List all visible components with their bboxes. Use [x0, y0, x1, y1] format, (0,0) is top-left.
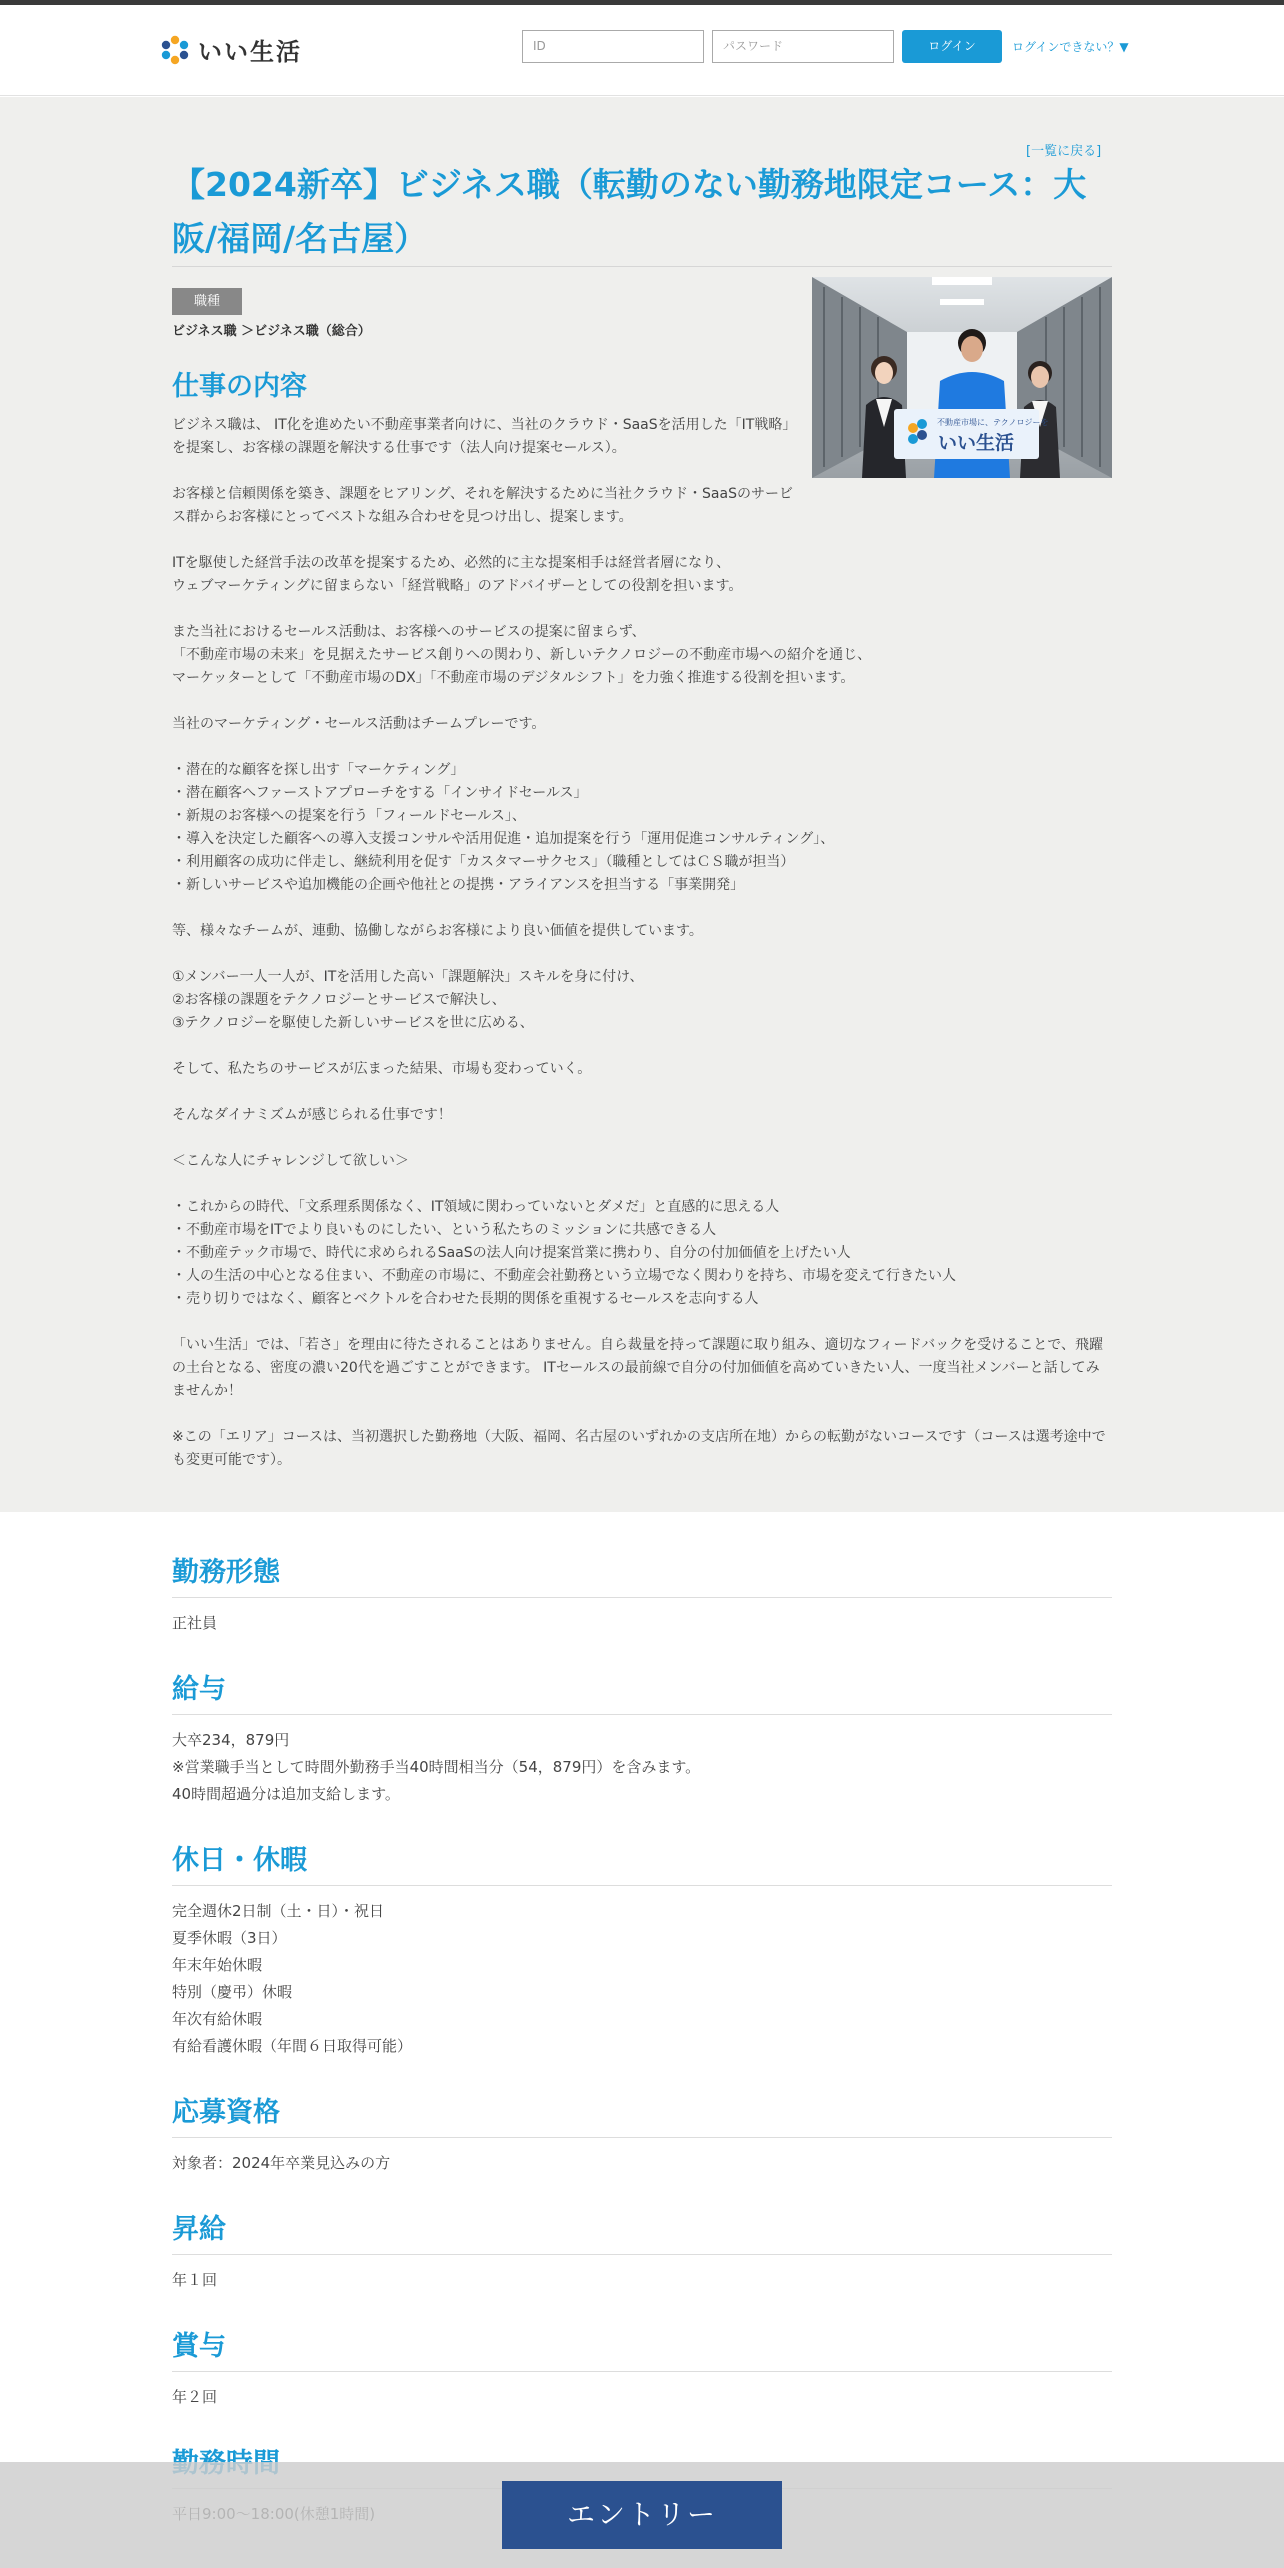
- eligibility-heading: 応募資格: [172, 2093, 1112, 2138]
- holidays-section: [172, 1841, 1112, 2060]
- promotion-heading: 昇給: [172, 2210, 1112, 2255]
- site-header: [0, 5, 1284, 96]
- salary-heading: 給与: [172, 1670, 1112, 1715]
- job-content-heading: 仕事の内容: [172, 371, 307, 402]
- holidays-body: 完全週休2日制（土・日）・祝日 夏季休暇（3日） 年末年始休暇 特別（慶弔）休暇 年次有給休暇 有給看護休暇（年間６日取得可能）: [172, 1902, 413, 2055]
- eligibility-body: 対象者：2024年卒業見込みの方: [172, 2154, 391, 2172]
- salary-section: [172, 1670, 1112, 1808]
- employment-heading: 勤務形態: [172, 1553, 1112, 1598]
- site-logo[interactable]: [160, 32, 302, 67]
- bonus-heading: 賞与: [172, 2327, 1112, 2372]
- job-category: ビジネス職 ＞ビジネス職（総合）: [172, 324, 371, 339]
- employment-body: 正社員: [172, 1614, 218, 1632]
- eligibility-section: [172, 2093, 1112, 2177]
- password-input[interactable]: パスワード: [712, 30, 894, 63]
- logo-mark-icon: [160, 35, 190, 65]
- photo-banner-brand: いい生活: [938, 432, 1015, 454]
- login-button[interactable]: ログイン: [902, 30, 1002, 63]
- bonus-section: [172, 2327, 1112, 2411]
- promotion-section: [172, 2210, 1112, 2294]
- id-input[interactable]: ID: [522, 30, 704, 63]
- promotion-body: 年１回: [172, 2271, 218, 2289]
- brand-name: いい生活: [198, 38, 302, 66]
- login-help-link[interactable]: ログインできない？▼: [1012, 40, 1129, 54]
- title-divider: [172, 266, 1112, 267]
- photo-banner-caption: 不動産市場に、テクノロジーを: [937, 418, 1049, 427]
- back-to-list-link[interactable]: [一覧に戻る]: [1026, 144, 1102, 159]
- employment-section: [172, 1553, 1112, 1637]
- bonus-body: 年２回: [172, 2388, 218, 2406]
- entry-button[interactable]: エントリー: [502, 2481, 782, 2549]
- job-title: 【2024新卒】ビジネス職（転勤のない勤務地限定コース：大阪/福岡/名古屋）: [172, 165, 1087, 258]
- job-content-body: ビジネス職は、 IT化を進めたい不動産事業者向けに、当社のクラウド・SaaSを活用した「IT戦略」 を提案し、お客様の課題を解決する仕事です（法人向け提案セールス）。 お客様と信頼関係を築き、課題をヒアリング、それを解決するために当社クラウド・SaaSのサービ ス群からお客様にとってベストな組み合わせを見つけ出し、提案します。 ITを駆使した経営手法の改革を提案するため、必然的に主な提案相手は経営者層になり、 ウェブマーケティングに留まらない「経営戦略」のアドバイザーとしての役割を担います。 また当社におけるセールス活動は、お客様へのサービスの提案に留まらず、 「不動産市場の未来」を見据えたサービス創りへの関わり、新しいテクノロジーの不動産市場への紹介を通じ、 マーケッターとして「不動産市場のDX」「不動産市場のデジタルシフト」を力強く推進する役割を担います。 当社のマーケティング・セールス活動はチームプレーです。 ・潜在的な顧客を探し出す「マーケティング」 ・潜在顧客へファーストアプローチをする「インサイドセールス」 ・新規のお客様への提案を行う「フィールドセールス」、 ・導入を決定した顧客への導入支援コンサルや活用促進・追加提案を行う「運用促進コンサルティング」、 ・利用顧客の成功に伴走し、継続利用を促す「カスタマーサクセス」（職種としてはＣＳ職が担当） ・新しいサービスや追加機能の企画や他社との提携・アライアンスを担当する「事業開発」 等、様々なチームが、連動、協働しながらお客様により良い価値を提供しています。 ①メンバー一人一人が、ITを活用した高い「課題解決」スキルを身に付け、 ②お客様の課題をテクノロジーとサービスで解決し、 ③テクノロジーを駆使した新しいサービスを世に広める、 そして、私たちのサービスが広まった結果、市場も変わっていく。 そんなダイナミズムが感じられる仕事です！ ＜こんな人にチャレンジして欲しい＞ ・これからの時代、「文系理系関係なく、IT領域に関わっていないとダメだ」と直感的に思える人 ・不動産市場をITでより良いものにしたい、という私たちのミッションに共感できる人 ・不動産テック市場で、時代に求められるSaaSの法人向け提案営業に携わり、自分の付加価値を上げたい人 ・人の生活の中心となる住まい、不動産の市場に、不動産会社勤務という立場でなく関わりを持ち、市場を変えて行きたい人 ・売り切りではなく、顧客とベクトルを合わせた長期的関係を重視するセールスを志向する人 「いい生活」では、「若さ」を理由に待たされることはありません。自ら裁量を持って課題に取り組み、適切なフィードバックを受けることで、飛躍 の土台となる、密度の濃い20代を過ごすことができます。 ITセールスの最前線で自分の付加価値を高めていきたい人、一度当社メンバーと話してみ ませんか！ ※この「エリア」コースは、当初選択した勤務地（大阪、福岡、名古屋のいずれかの支店所在地）からの転勤がないコースです（コースは選考途中で も変更可能です）。: [172, 417, 1106, 1468]
- salary-body: 大卒234，879円 ※営業職手当として時間外勤務手当40時間相当分（54，879円）を含みます。 40時間超過分は追加支給します。: [172, 1731, 701, 1803]
- holidays-heading: 休日・休暇: [172, 1841, 1112, 1886]
- job-type-tag: 職種: [172, 288, 242, 315]
